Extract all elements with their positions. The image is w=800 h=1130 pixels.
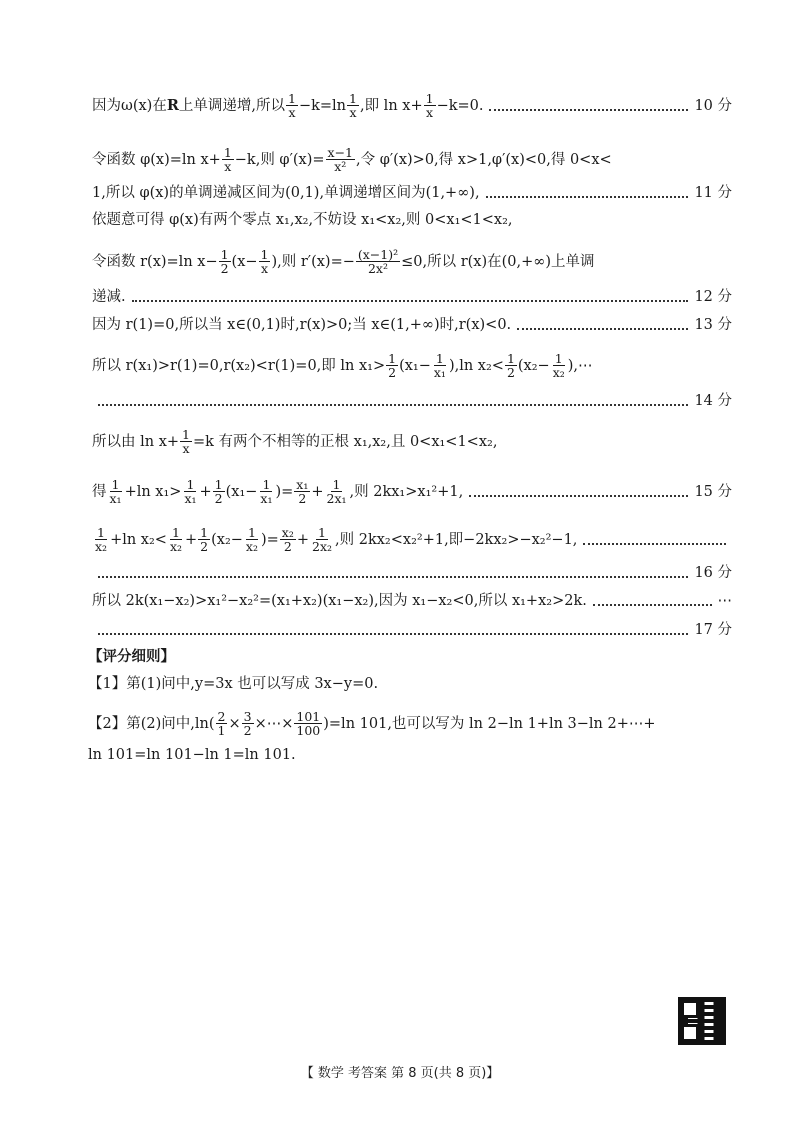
text-tail: ⋯ — [717, 593, 732, 609]
solution-line-9 — [92, 391, 732, 411]
solution-line-8 — [92, 352, 732, 379]
text: + — [199, 483, 212, 500]
denominator: 2 — [243, 723, 252, 738]
text: × — [228, 715, 241, 732]
leader-dots — [486, 196, 689, 198]
score-label: 10 分 — [694, 97, 732, 114]
numerator: 1 — [247, 525, 256, 540]
denominator: 2 — [283, 539, 292, 554]
fraction — [424, 92, 436, 119]
text: +ln x₁> — [124, 483, 182, 500]
numerator: 1 — [262, 477, 271, 492]
denominator: x — [260, 261, 269, 276]
denominator: x₂ — [169, 539, 182, 554]
text: ×⋯× — [254, 715, 294, 732]
text: ln 101=ln 101−ln 1=ln 101. — [88, 747, 296, 763]
fraction — [198, 526, 210, 553]
denominator: x₁ — [184, 491, 197, 506]
numerator: 1 — [223, 145, 232, 160]
fraction — [326, 146, 355, 173]
text: )= — [275, 483, 294, 500]
denominator: 2 — [214, 491, 223, 506]
denominator: x₁ — [109, 491, 122, 506]
fraction — [280, 526, 296, 553]
text: (x₁− — [225, 483, 258, 500]
score-label: 13 分 — [694, 317, 732, 333]
score-label: 12 分 — [694, 289, 732, 305]
text: 所以由 ln x+ — [92, 433, 180, 450]
solution-line-4 — [92, 210, 732, 230]
numerator: 1 — [220, 247, 229, 262]
numerator: 1 — [435, 351, 444, 366]
text: (x− — [231, 253, 258, 270]
denominator: 2 — [200, 539, 209, 554]
denominator: x₂ — [552, 365, 565, 380]
fraction — [356, 248, 400, 275]
numerator: 1 — [388, 351, 397, 366]
denominator: x — [288, 105, 296, 120]
text-bold-R: R — [166, 96, 179, 114]
denominator: x — [182, 441, 190, 456]
denominator: 2 — [298, 491, 307, 506]
denominator: x₁ — [433, 365, 446, 380]
numerator: 1 — [288, 91, 296, 106]
fraction — [432, 352, 448, 379]
fraction — [286, 92, 298, 119]
numerator: 1 — [97, 525, 105, 540]
solution-line-14 — [92, 591, 732, 611]
solution-line-10 — [92, 428, 732, 455]
numerator: 2 — [217, 709, 226, 724]
fraction — [294, 710, 322, 737]
denominator: x₁ — [260, 491, 273, 506]
text: 递减. — [92, 289, 126, 305]
fraction — [551, 352, 567, 379]
text: 令函数 φ(x)=ln x+ — [92, 151, 221, 168]
rules-heading-text: 【评分细则】 — [88, 649, 175, 665]
text: 令函数 r(x)=ln x− — [92, 253, 218, 270]
leader-dots — [98, 576, 688, 578]
text: 上单调递增,所以 — [178, 97, 285, 114]
text: 所以 r(x₁)>r(1)=0,r(x₂)<r(1)=0,即 ln x₁> — [92, 357, 386, 374]
text: 得 — [92, 483, 107, 500]
denominator: x₂ — [95, 539, 108, 554]
fraction — [294, 478, 310, 505]
numerator: x₂ — [281, 525, 294, 540]
score-label: 17 分 — [694, 622, 732, 638]
numerator: x−1 — [327, 145, 354, 160]
fraction — [259, 248, 271, 275]
score-label: 15 分 — [694, 483, 732, 500]
fraction — [182, 478, 198, 505]
leader-dots — [593, 604, 712, 606]
text: +ln x₂< — [110, 531, 167, 548]
text: −k=0. — [436, 97, 484, 114]
denominator: 2 — [220, 261, 229, 276]
solution-line-2 — [92, 146, 732, 173]
denominator: 2 — [388, 365, 397, 380]
text: 【1】第(1)问中,y=3x 也可以写成 3x−y=0. — [88, 676, 379, 692]
solution-line-15 — [92, 620, 732, 640]
rule-1 — [88, 674, 728, 694]
fraction — [213, 478, 225, 505]
text: ,令 φ′(x)>0,得 x>1,φ′(x)<0,得 0<x< — [356, 151, 612, 168]
fraction — [108, 478, 124, 505]
text: 【2】第(2)问中,ln( — [88, 715, 215, 732]
leader-dots — [469, 495, 688, 497]
denominator: 2 — [506, 365, 515, 380]
denominator: 2x² — [367, 261, 388, 276]
numerator: 101 — [296, 709, 321, 724]
leader-dots — [132, 300, 689, 302]
fraction — [219, 248, 231, 275]
solution-line-12 — [92, 526, 732, 553]
fraction — [222, 146, 234, 173]
text: 因为 r(1)=0,所以当 x∈(0,1)时,r(x)>0;当 x∈(1,+∞)时,r(x)<0. — [92, 317, 512, 333]
denominator: 100 — [296, 723, 321, 738]
text: )= — [260, 531, 279, 548]
fraction — [180, 428, 192, 455]
score-label: 11 分 — [694, 185, 732, 201]
numerator: 1 — [111, 477, 120, 492]
numerator: 1 — [318, 525, 326, 540]
text: + — [296, 531, 309, 548]
numerator: 1 — [554, 351, 563, 366]
solution-line-6 — [92, 287, 732, 307]
text: ),则 r′(x)=− — [271, 253, 355, 270]
fraction — [216, 710, 228, 737]
fraction — [244, 526, 260, 553]
text: (x₁− — [399, 357, 431, 374]
leader-dots — [517, 328, 688, 330]
fraction — [505, 352, 517, 379]
text: ,则 2kx₁>x₁²+1, — [349, 483, 464, 500]
denominator: x — [426, 105, 434, 120]
numerator: 1 — [349, 91, 357, 106]
text: 依题意可得 φ(x)有两个零点 x₁,x₂,不妨设 x₁<x₂,则 0<x₁<1<x₂, — [92, 212, 513, 228]
denominator: x — [349, 105, 357, 120]
solution-line-11 — [92, 478, 732, 505]
fraction — [325, 478, 349, 505]
solution-line-1 — [92, 92, 732, 119]
text: + — [311, 483, 324, 500]
denominator: x² — [334, 159, 347, 174]
denominator: x — [224, 159, 232, 174]
numerator: (x−1)² — [357, 247, 399, 262]
numerator: 1 — [186, 477, 195, 492]
rules-heading — [88, 647, 728, 667]
text: 因为ω(x)在 — [92, 97, 167, 114]
text: ),ln x₂< — [448, 357, 504, 374]
text: −k,则 φ′(x)= — [234, 151, 325, 168]
fraction — [168, 526, 184, 553]
denominator: 2x₁ — [326, 491, 347, 506]
text: =k 有两个不相等的正根 x₁,x₂,且 0<x₁<1<x₂, — [192, 433, 498, 450]
text: + — [185, 531, 198, 548]
text: )=ln 101,也可以写为 ln 2−ln 1+ln 3−ln 2+⋯+ — [323, 715, 656, 732]
denominator: x₂ — [245, 539, 258, 554]
solution-line-3 — [92, 183, 732, 203]
denominator: 2x₂ — [312, 539, 333, 554]
leader-dots — [583, 543, 726, 545]
leader-dots — [98, 633, 688, 635]
qr-code-image — [679, 998, 725, 1044]
numerator: 1 — [171, 525, 180, 540]
text: −k=ln — [298, 97, 347, 114]
text: 1,所以 φ(x)的单调递减区间为(0,1),单调递增区间为(1,+∞), — [92, 185, 480, 201]
fraction — [347, 92, 359, 119]
text: 所以 2k(x₁−x₂)>x₁²−x₂²=(x₁+x₂)(x₁−x₂),因为 x₁−x₂<0,所以 x₁+x₂>2k. — [92, 593, 587, 609]
fraction — [242, 710, 254, 737]
fraction — [386, 352, 398, 379]
text: (x₂− — [211, 531, 243, 548]
fraction — [93, 526, 109, 553]
solution-line-7 — [92, 315, 732, 335]
numerator: 1 — [182, 427, 190, 442]
numerator: 1 — [332, 477, 341, 492]
text: (x₂− — [517, 357, 550, 374]
numerator: 1 — [200, 525, 209, 540]
page-footer: 【 数学 考答案 第 8 页(共 8 页)】 — [300, 1066, 500, 1081]
rule-2-continued — [88, 745, 728, 765]
leader-dots — [489, 109, 688, 111]
score-label: 14 分 — [694, 393, 732, 409]
fraction — [258, 478, 274, 505]
rule-2 — [88, 710, 728, 737]
solution-line-5 — [92, 248, 732, 275]
solution-line-13 — [92, 563, 732, 583]
text: ,即 ln x+ — [359, 97, 423, 114]
score-label: 16 分 — [694, 565, 732, 581]
numerator: 1 — [214, 477, 223, 492]
text: ,则 2kx₂<x₂²+1,即−2kx₂>−x₂²−1, — [335, 531, 578, 548]
fraction — [310, 526, 334, 553]
text: ),⋯ — [567, 357, 593, 374]
numerator: 3 — [243, 709, 252, 724]
denominator: 1 — [217, 723, 226, 738]
numerator: 1 — [425, 91, 434, 106]
text: ≤0,所以 r(x)在(0,+∞)上单调 — [401, 253, 595, 270]
numerator: 1 — [260, 247, 269, 262]
numerator: x₁ — [296, 477, 309, 492]
numerator: 1 — [506, 351, 515, 366]
leader-dots — [98, 404, 688, 406]
